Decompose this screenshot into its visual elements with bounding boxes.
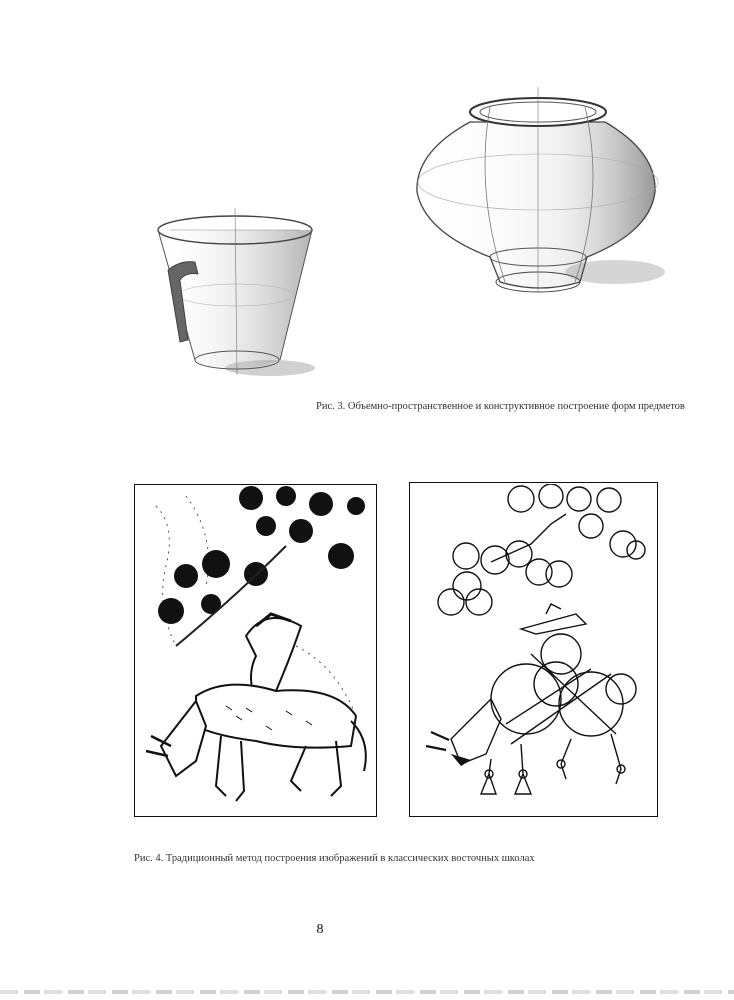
construction-rider-donkey-illustration xyxy=(411,484,656,815)
vase-sketch-illustration xyxy=(405,82,670,302)
traditional-rider-donkey-illustration xyxy=(136,486,375,815)
cup-sketch-illustration xyxy=(140,200,330,390)
page-number: 8 xyxy=(316,922,324,937)
figure-4-caption: Рис. 4. Традиционный метод построения изображений в классических восточных школах xyxy=(134,853,535,864)
scan-edge-artifact xyxy=(0,990,734,994)
figure-3-caption: Рис. 3. Объемно-пространственное и конструктивное построение форм предметов xyxy=(316,401,685,412)
